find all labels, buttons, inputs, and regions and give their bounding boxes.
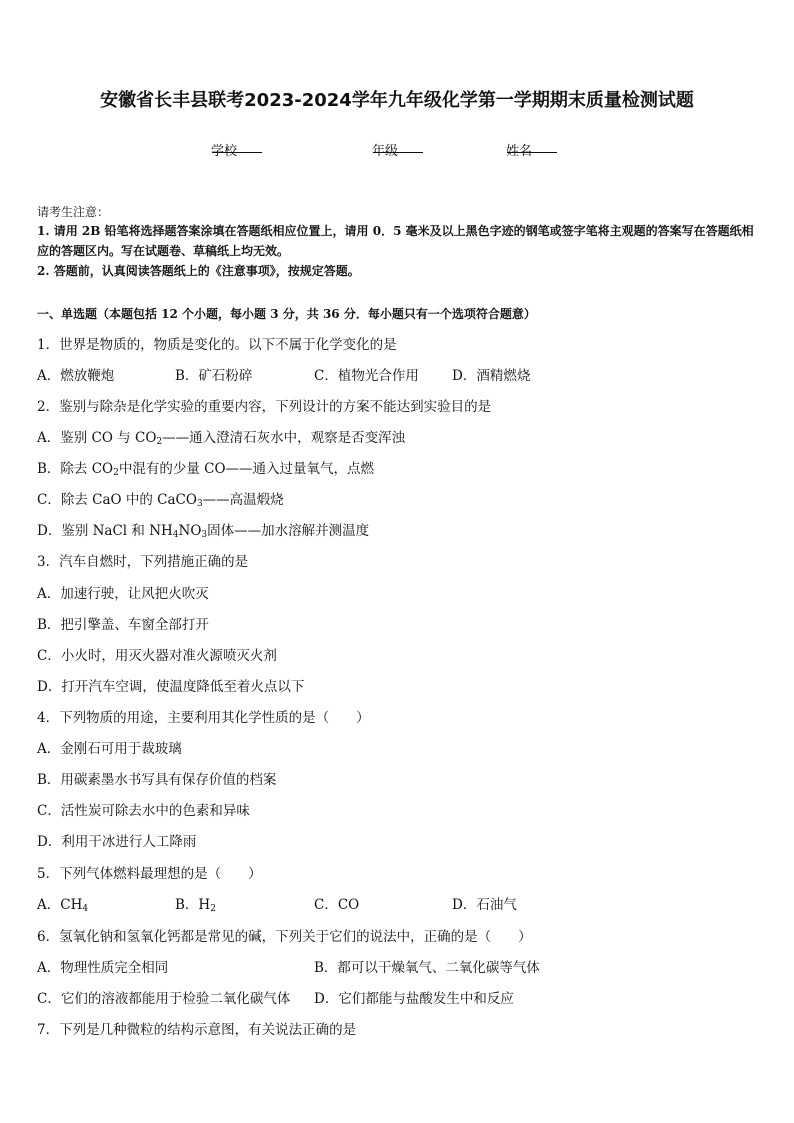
question-6-stem: 6．氢氧化钠和氢氧化钙都是常见的碱，下列关于它们的说法中，正确的是（ ） [37,929,532,945]
q3-option-b[interactable]: B．把引擎盖、车窗全部打开 [37,617,209,633]
q1-option-c[interactable]: C．植物光合作用 [314,368,419,384]
q2-b-text: B．除去 CO [37,461,114,477]
q5-option-a[interactable] [37,893,88,914]
school-blank-line [212,140,262,153]
question-3-stem: 3．汽车自燃时，下列措施正确的是 [37,554,249,570]
q2-d-text-rest: 固体——加水溶解并测温度 [207,523,370,539]
q6-option-d[interactable]: D．它们都能与盐酸发生中和反应 [314,991,514,1007]
q5-option-c[interactable]: C．CO [314,897,360,913]
q5-a-subscript: 4 [82,904,89,914]
q2-c-subscript: 3 [196,499,203,509]
q2-a-text-rest: ——通入澄清石灰水中，观察是否变浑浊 [162,430,406,446]
q3-option-c[interactable]: C．小火时，用灭火器对准火源喷灭火剂 [37,648,277,664]
q3-option-a[interactable]: A．加速行驶，让风把火吹灭 [37,586,209,602]
q1-option-d[interactable]: D．酒精燃烧 [452,368,531,384]
q2-d-subscript-1: 4 [172,530,179,540]
grade-label: 年级 [372,144,399,159]
q2-b-subscript: 2 [113,468,119,478]
question-5-stem: 5．下列气体燃料最理想的是（ ） [37,866,262,882]
q4-option-c[interactable]: C．活性炭可除去水中的色素和异味 [37,803,250,819]
notice-heading: 请考生注意： [37,205,110,219]
q2-option-d[interactable] [37,519,369,540]
q2-option-b[interactable] [37,457,374,478]
q6-option-c[interactable]: C．它们的溶液都能用于检验二氧化碳气体 [37,991,291,1007]
page-title: 安徽省长丰县联考2023-2024学年九年级化学第一学期期末质量检测试题 [100,90,694,111]
grade-blank-line [373,140,423,153]
question-2-stem: 2．鉴别与除杂是化学实验的重要内容，下列设计的方案不能达到实验目的是 [37,399,492,415]
q4-option-a[interactable]: A．金刚石可用于裁玻璃 [37,741,182,757]
q5-option-d[interactable]: D．石油气 [452,897,517,913]
q2-a-subscript: 2 [156,437,163,447]
q2-d-text-mid: NO [178,523,202,539]
q2-d-text: D．鉴别 NaCl 和 NH [37,523,173,539]
exam-notice [37,203,761,281]
q2-c-text: C．除去 CaO 中的 CaCO [37,492,197,508]
question-7-stem: 7．下列是几种微粒的结构示意图，有关说法正确的是 [37,1022,357,1038]
q2-option-a[interactable] [37,426,405,447]
school-label: 学校 [211,144,238,159]
q5-option-b[interactable] [175,893,216,914]
q5-b-text: B．H [175,897,211,913]
notice-item-1: 1. 请用 2B 铅笔将选择题答案涂填在答题纸相应位置上，请用 0．5 毫米及以上黑色字迹的钢笔或签字笔将主观题的答案写在答题纸相应的答题区内。写在试题卷、草稿纸上均无效。 [37,224,754,258]
q2-option-c[interactable] [37,488,284,509]
q2-c-text-rest: ——高温煅烧 [202,492,284,508]
q1-option-a[interactable]: A．燃放鞭炮 [37,368,115,384]
q4-option-d[interactable]: D．利用干冰进行人工降雨 [37,834,197,850]
q5-b-subscript: 2 [210,904,216,914]
q5-a-text: A．CH [37,897,83,913]
q6-option-b[interactable]: B．都可以干燥氧气、二氧化碳等气体 [314,960,540,976]
name-blank-line [507,140,557,153]
q2-b-text-rest: 中混有的少量 CO——通入过量氧气，点燃 [118,461,375,477]
q2-d-subscript-2: 3 [201,530,208,540]
q4-option-b[interactable]: B．用碳素墨水书写具有保存价值的档案 [37,772,277,788]
q2-a-text: A．鉴别 CO 与 CO [37,430,157,446]
q6-option-a[interactable]: A．物理性质完全相同 [37,960,169,976]
name-label: 姓名 [506,144,533,159]
section-heading: 一、单选题（本题包括 12 个小题，每小题 3 分，共 36 分．每小题只有一个选项符合题意） [37,307,536,321]
question-4-stem: 4．下列物质的用途，主要利用其化学性质的是（ ） [37,710,370,726]
notice-item-2: 2. 答题前，认真阅读答题纸上的《注意事项》，按规定答题。 [37,264,360,278]
q1-option-b[interactable]: B．矿石粉碎 [175,368,253,384]
question-1-stem: 1．世界是物质的，物质是变化的。以下不属于化学变化的是 [37,337,397,353]
q3-option-d[interactable]: D．打开汽车空调，使温度降低至着火点以下 [37,679,305,695]
